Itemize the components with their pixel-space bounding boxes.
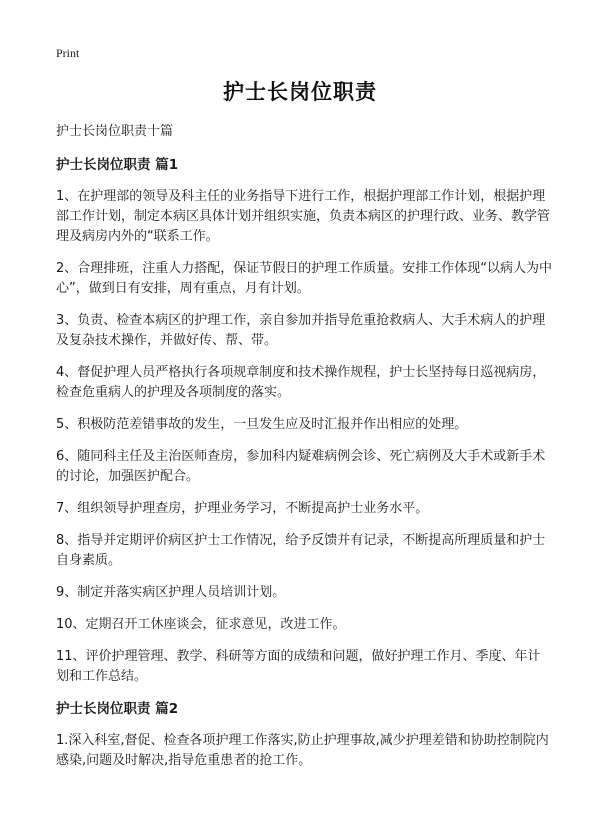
section-1-paragraph: 10、定期召开工休座谈会，征求意见，改进工作。 bbox=[56, 617, 346, 632]
section-1-paragraph: 7、组织领导护理查房，护理业务学习，不断提高护士业务水平。 bbox=[56, 501, 429, 516]
section-1-paragraph: 8、指导并定期评价病区护士工作情况，给予反馈并有记录，不断提高所理质量和护士自身素质。 bbox=[56, 533, 546, 568]
section-2-heading: 护士长岗位职责 篇2 bbox=[56, 701, 179, 717]
section-1-paragraph: 2、合理排班，注重人力搭配，保证节假日的护理工作质量。安排工作体现“以病人为中心”，做到日有安排，周有重点，月有计划。 bbox=[56, 261, 553, 296]
document-title: 护士长岗位职责 bbox=[223, 80, 377, 104]
section-1-paragraph: 6、随同科主任及主治医师查房，参加科内疑难病例会诊、死亡病例及大手术或新手术的讨论，加强医护配合。 bbox=[56, 449, 546, 484]
section-1-heading: 护士长岗位职责 篇1 bbox=[56, 157, 179, 173]
section-1-paragraph: 1、在护理部的领导及科主任的业务指导下进行工作，根据护理部工作计划，根据护理部工作计划，制定本病区具体计划并组织实施，负责本病区的护理行政、业务、教学管理及病房内外的“联系工作。 bbox=[56, 189, 551, 244]
document-body bbox=[56, 122, 552, 783]
section-1-paragraph: 3、负责、检查本病区的护理工作，亲自参加并指导危重抢救病人、大手术病人的护理及复杂技术操作，并做好传、帮、带。 bbox=[56, 313, 546, 348]
print-link[interactable]: Print bbox=[56, 46, 80, 60]
section-1-paragraph: 5、积极防范差错事故的发生，一旦发生应及时汇报并作出相应的处理。 bbox=[56, 417, 468, 432]
document-intro: 护士长岗位职责十篇 bbox=[56, 124, 174, 139]
section-2-paragraph: 1.深入科室,督促、检查各项护理工作落实,防止护理事故,减少护理差错和协助控制院内感染,问题及时解决,指导危重患者的抢工作。 bbox=[56, 733, 549, 768]
section-1-paragraph: 4、督促护理人员严格执行各项规章制度和技术操作规程，护士长坚持每日巡视病房，检查危重病人的护理及各项制度的落实。 bbox=[56, 365, 546, 400]
section-1-paragraph: 11、评价护理管理、教学、科研等方面的成绩和问题，做好护理工作月、季度、年计划和工作总结。 bbox=[56, 649, 541, 684]
section-1-paragraph: 9、制定并落实病区护理人员培训计划。 bbox=[56, 585, 286, 600]
